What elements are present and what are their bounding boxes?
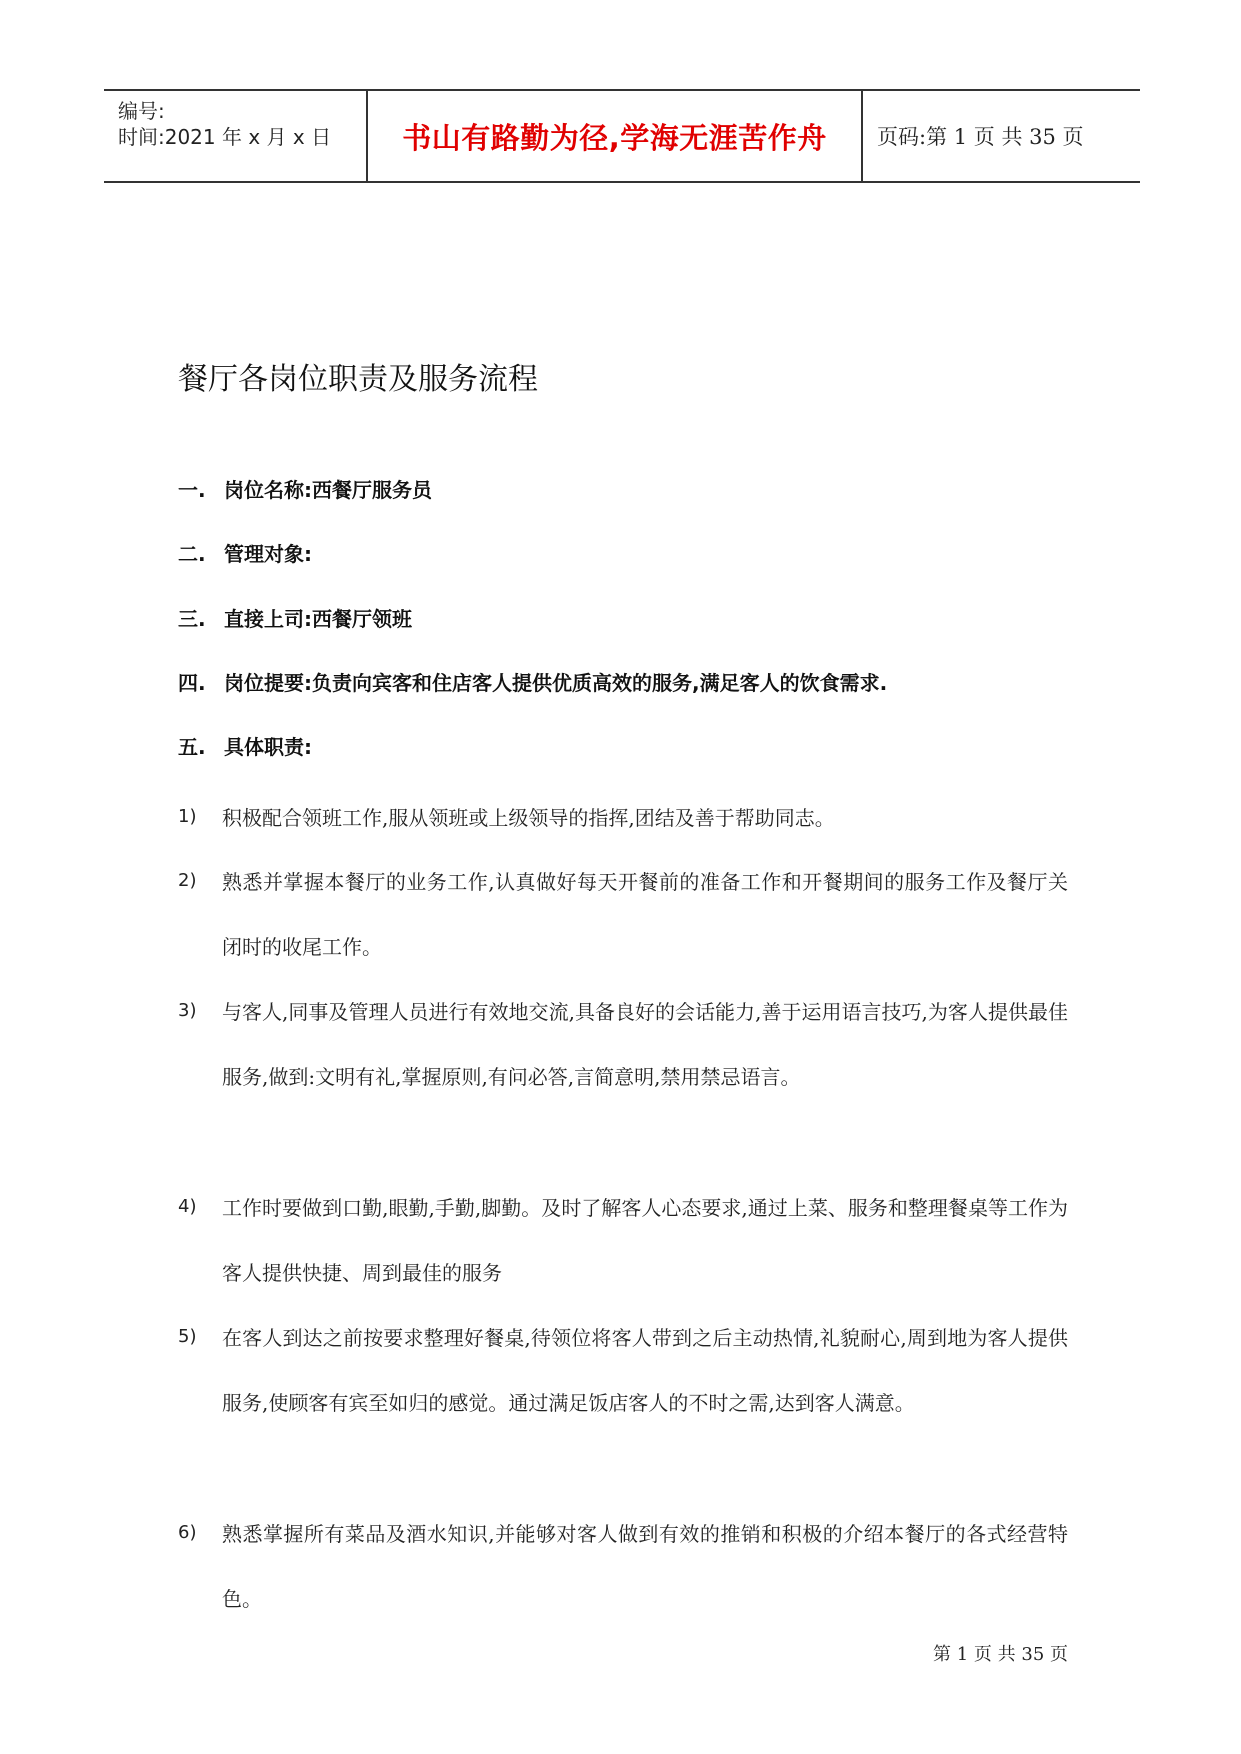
header-page-code: 页码:第 1 页 共 35 页: [877, 125, 1084, 149]
section-heading: [178, 667, 887, 696]
duty-number: 5): [178, 1326, 197, 1347]
duty-item: [178, 1522, 1068, 1652]
section-number: 五.: [178, 735, 206, 759]
duty-number: 2): [178, 870, 197, 891]
section-number: 三.: [178, 607, 206, 631]
duty-item: [178, 1000, 1068, 1195]
section-text: 岗位提要:负责向宾客和住店客人提供优质高效的服务,满足客人的饮食需求.: [224, 671, 888, 695]
section-number: 二.: [178, 542, 206, 566]
section-text: 管理对象:: [224, 542, 312, 566]
serial-number-label: 编号:: [118, 99, 165, 123]
page-header: [104, 89, 1140, 183]
duty-number: 4): [178, 1196, 197, 1217]
section-text: 具体职责:: [224, 735, 312, 759]
section-heading: [178, 538, 312, 567]
document-title: 餐厅各岗位职责及服务流程: [178, 362, 538, 397]
duty-text: 积极配合领班工作,服从领班或上级领导的指挥,团结及善于帮助同志。: [222, 806, 835, 830]
duty-number: 3): [178, 1000, 197, 1021]
section-text: 直接上司:西餐厅领班: [224, 607, 412, 631]
section-number: 四.: [178, 671, 206, 695]
time-line: 时间:2021 年 x 月 x 日: [118, 125, 332, 149]
duty-text: 在客人到达之前按要求整理好餐桌,待领位将客人带到之后主动热情,礼貌耐心,周到地为客人提供服务,使顾客有宾至如归的感觉。通过满足饭店客人的不时之需,达到客人满意。: [222, 1326, 1068, 1415]
section-heading: [178, 603, 412, 632]
duty-number: 6): [178, 1522, 197, 1543]
section-text: 岗位名称:西餐厅服务员: [224, 478, 432, 502]
header-motto-cell: [368, 91, 863, 181]
duty-text: 与客人,同事及管理人员进行有效地交流,具备良好的会话能力,善于运用语言技巧,为客人提供最佳服务,做到:文明有礼,掌握原则,有问必答,言简意明,禁用禁忌语言。: [222, 1000, 1068, 1089]
duty-number: 1): [178, 806, 197, 827]
section-heading: [178, 731, 312, 760]
duty-item: [178, 1326, 1068, 1521]
duty-text: 熟悉并掌握本餐厅的业务工作,认真做好每天开餐前的准备工作和开餐期间的服务工作及餐厅关闭时的收尾工作。: [222, 870, 1068, 959]
duty-text: 熟悉掌握所有菜品及酒水知识,并能够对客人做到有效的推销和积极的介绍本餐厅的各式经营特色。: [222, 1522, 1068, 1611]
duty-text: 工作时要做到口勤,眼勤,手勤,脚勤。及时了解客人心态要求,通过上菜、服务和整理餐桌等工作为客人提供快捷、周到最佳的服务: [222, 1196, 1068, 1285]
section-heading: [178, 474, 432, 503]
page-footer: 第 1 页 共 35 页: [933, 1644, 1068, 1665]
header-motto: 书山有路勤为径,学海无涯苦作舟: [402, 120, 827, 155]
header-meta-cell: [104, 91, 368, 181]
section-number: 一.: [178, 478, 206, 502]
